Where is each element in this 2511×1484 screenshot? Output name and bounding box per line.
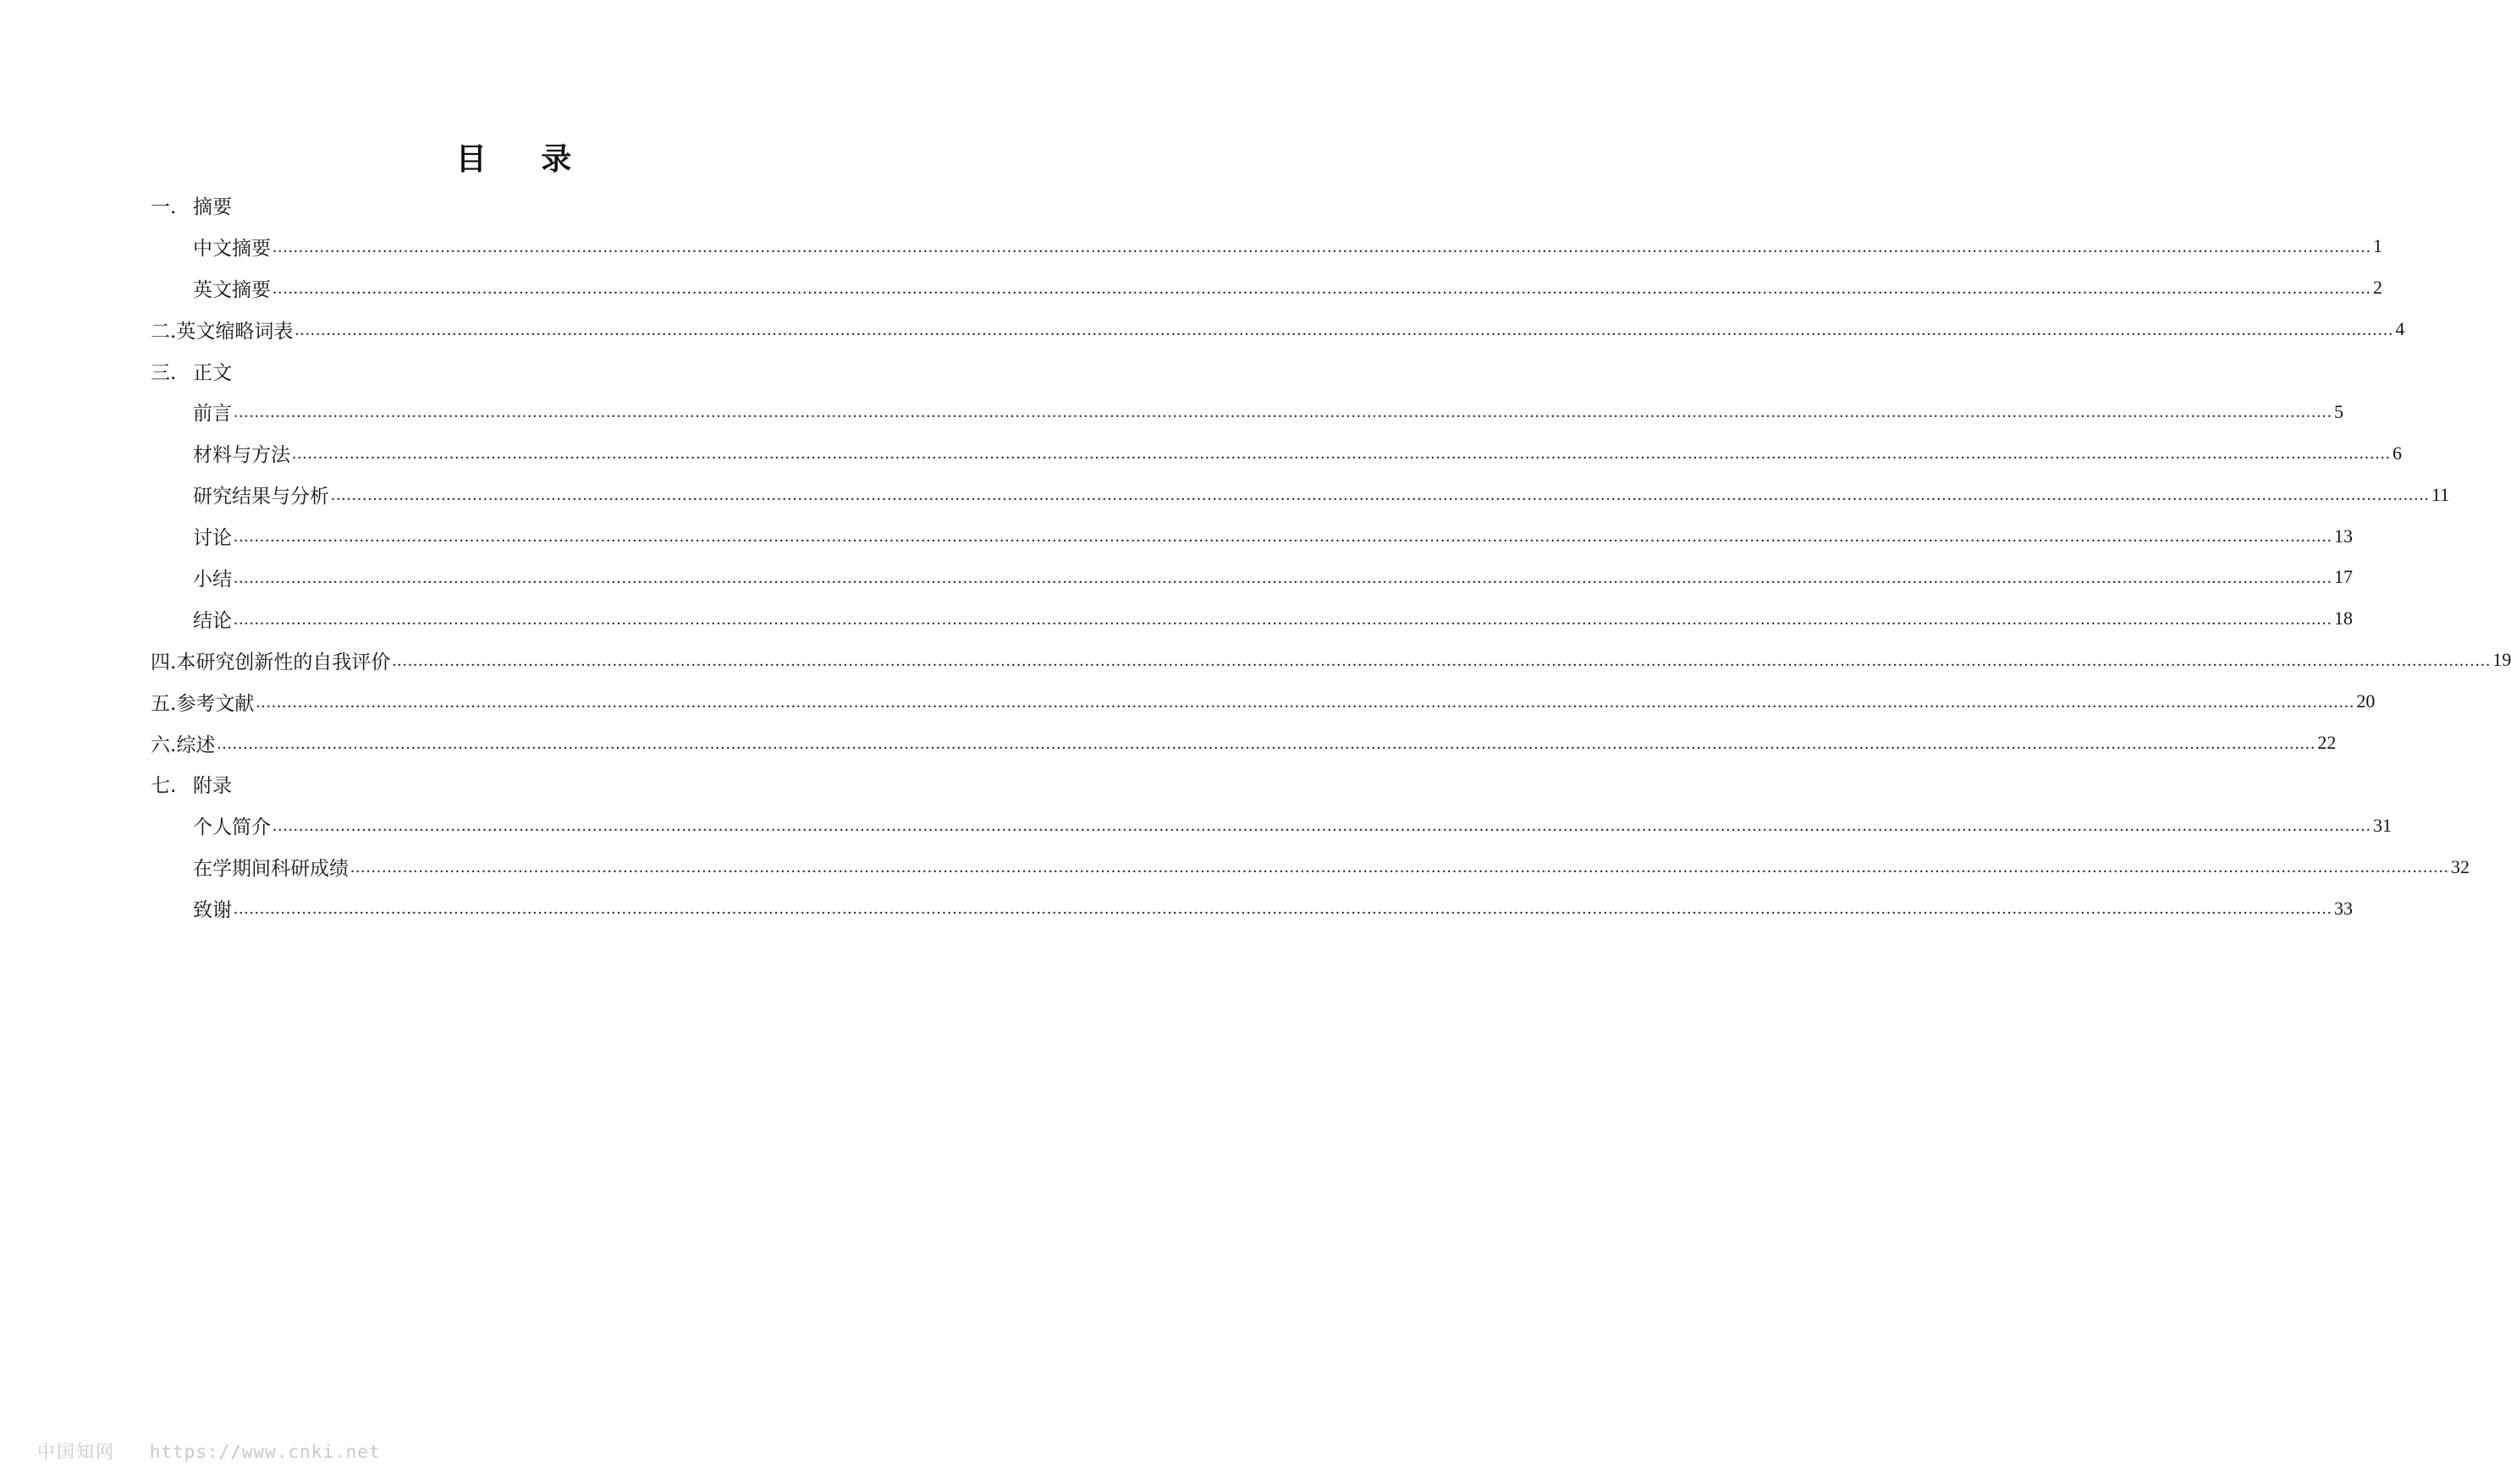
toc-subsection <box>151 267 2382 309</box>
toc-page-number: 18 <box>2334 607 2353 629</box>
toc-page-number: 33 <box>2334 897 2353 919</box>
toc-dot-leader: ................................................................................................................................................................................................................................................................................................................................................................................................................ <box>234 403 2332 422</box>
toc-subsection <box>151 805 2392 846</box>
toc-label: 致谢 <box>193 899 232 922</box>
toc-label: 正文 <box>193 361 232 384</box>
toc-dot-leader: ................................................................................................................................................................................................................................................................................................................................................................................................................ <box>256 692 2355 712</box>
toc-subsection <box>151 391 2343 432</box>
watermark <box>37 1438 381 1464</box>
toc-dot-leader: ................................................................................................................................................................................................................................................................................................................................................................................................................ <box>392 651 2492 670</box>
watermark-site-name: 中国知网 <box>37 1442 115 1462</box>
toc-page-number: 11 <box>2431 483 2450 505</box>
watermark-url: https://www.cnki.net <box>149 1442 381 1462</box>
toc-number: 七. <box>151 775 177 798</box>
toc-page-number: 6 <box>2393 442 2402 464</box>
toc-section <box>151 640 2511 681</box>
toc-dot-leader: ................................................................................................................................................................................................................................................................................................................................................................................................................ <box>350 858 2449 877</box>
toc-number: 六. <box>151 734 177 756</box>
table-of-contents <box>151 184 2511 929</box>
toc-page-number: 1 <box>2373 235 2382 257</box>
toc-number: 一. <box>151 195 177 218</box>
toc-page-number: 22 <box>2317 732 2337 754</box>
toc-section <box>151 350 872 392</box>
toc-section <box>151 184 872 226</box>
toc-page-number: 4 <box>2395 318 2405 340</box>
toc-subsection <box>151 598 2353 640</box>
toc-dot-leader: ................................................................................................................................................................................................................................................................................................................................................................................................................ <box>234 568 2332 587</box>
toc-label: 综述 <box>176 734 216 756</box>
toc-label: 前言 <box>193 403 232 426</box>
toc-page-number: 20 <box>2356 690 2376 712</box>
toc-dot-leader: ................................................................................................................................................................................................................................................................................................................................................................................................................ <box>295 320 2394 339</box>
toc-label: 附录 <box>193 775 232 798</box>
toc-section <box>151 723 2337 764</box>
toc-page-number: 32 <box>2451 855 2470 877</box>
toc-page-number: 17 <box>2334 566 2353 588</box>
toc-dot-leader: ................................................................................................................................................................................................................................................................................................................................................................................................................ <box>273 237 2371 256</box>
toc-page-number: 13 <box>2334 525 2353 547</box>
toc-label: 讨论 <box>193 527 232 550</box>
toc-dot-leader: ................................................................................................................................................................................................................................................................................................................................................................................................................ <box>331 486 2430 505</box>
toc-subsection <box>151 846 2470 888</box>
toc-label: 个人简介 <box>193 816 271 839</box>
toc-dot-leader: ................................................................................................................................................................................................................................................................................................................................................................................................................ <box>217 734 2316 753</box>
toc-page-number: 31 <box>2373 814 2392 836</box>
toc-label: 在学期间科研成绩 <box>193 858 349 881</box>
toc-number: 二. <box>151 320 177 343</box>
toc-subsection <box>151 432 2402 474</box>
toc-subsection <box>151 888 2353 929</box>
toc-label: 材料与方法 <box>193 444 290 467</box>
toc-label: 小结 <box>193 568 232 591</box>
toc-dot-leader: ................................................................................................................................................................................................................................................................................................................................................................................................................ <box>273 816 2371 836</box>
toc-label: 本研究创新性的自我评价 <box>176 651 391 673</box>
toc-label: 研究结果与分析 <box>193 486 329 508</box>
toc-dot-leader: ................................................................................................................................................................................................................................................................................................................................................................................................................ <box>234 609 2332 629</box>
toc-section <box>151 763 872 805</box>
toc-page-number: 19 <box>2492 649 2511 671</box>
toc-subsection <box>151 474 2450 515</box>
toc-number: 三. <box>151 361 177 384</box>
toc-dot-leader: ................................................................................................................................................................................................................................................................................................................................................................................................................ <box>292 444 2391 464</box>
toc-number: 五. <box>151 692 177 715</box>
toc-subsection <box>151 557 2353 598</box>
toc-number: 四. <box>151 651 177 673</box>
toc-page-number: 2 <box>2373 277 2382 299</box>
toc-subsection <box>151 226 2382 267</box>
toc-label: 摘要 <box>193 195 232 218</box>
toc-label: 参考文献 <box>176 692 255 715</box>
toc-section <box>151 309 2405 350</box>
toc-subsection <box>151 515 2353 557</box>
toc-page-number: 5 <box>2334 400 2343 422</box>
toc-dot-leader: ................................................................................................................................................................................................................................................................................................................................................................................................................ <box>234 527 2332 547</box>
toc-label: 中文摘要 <box>193 237 271 260</box>
toc-label: 英文摘要 <box>193 278 271 301</box>
toc-dot-leader: ................................................................................................................................................................................................................................................................................................................................................................................................................ <box>273 278 2371 298</box>
toc-label: 英文缩略词表 <box>176 320 294 343</box>
page-title: 目 录 <box>455 142 594 177</box>
toc-label: 结论 <box>193 609 232 632</box>
toc-section <box>151 681 2376 723</box>
toc-dot-leader: ................................................................................................................................................................................................................................................................................................................................................................................................................ <box>234 899 2332 919</box>
